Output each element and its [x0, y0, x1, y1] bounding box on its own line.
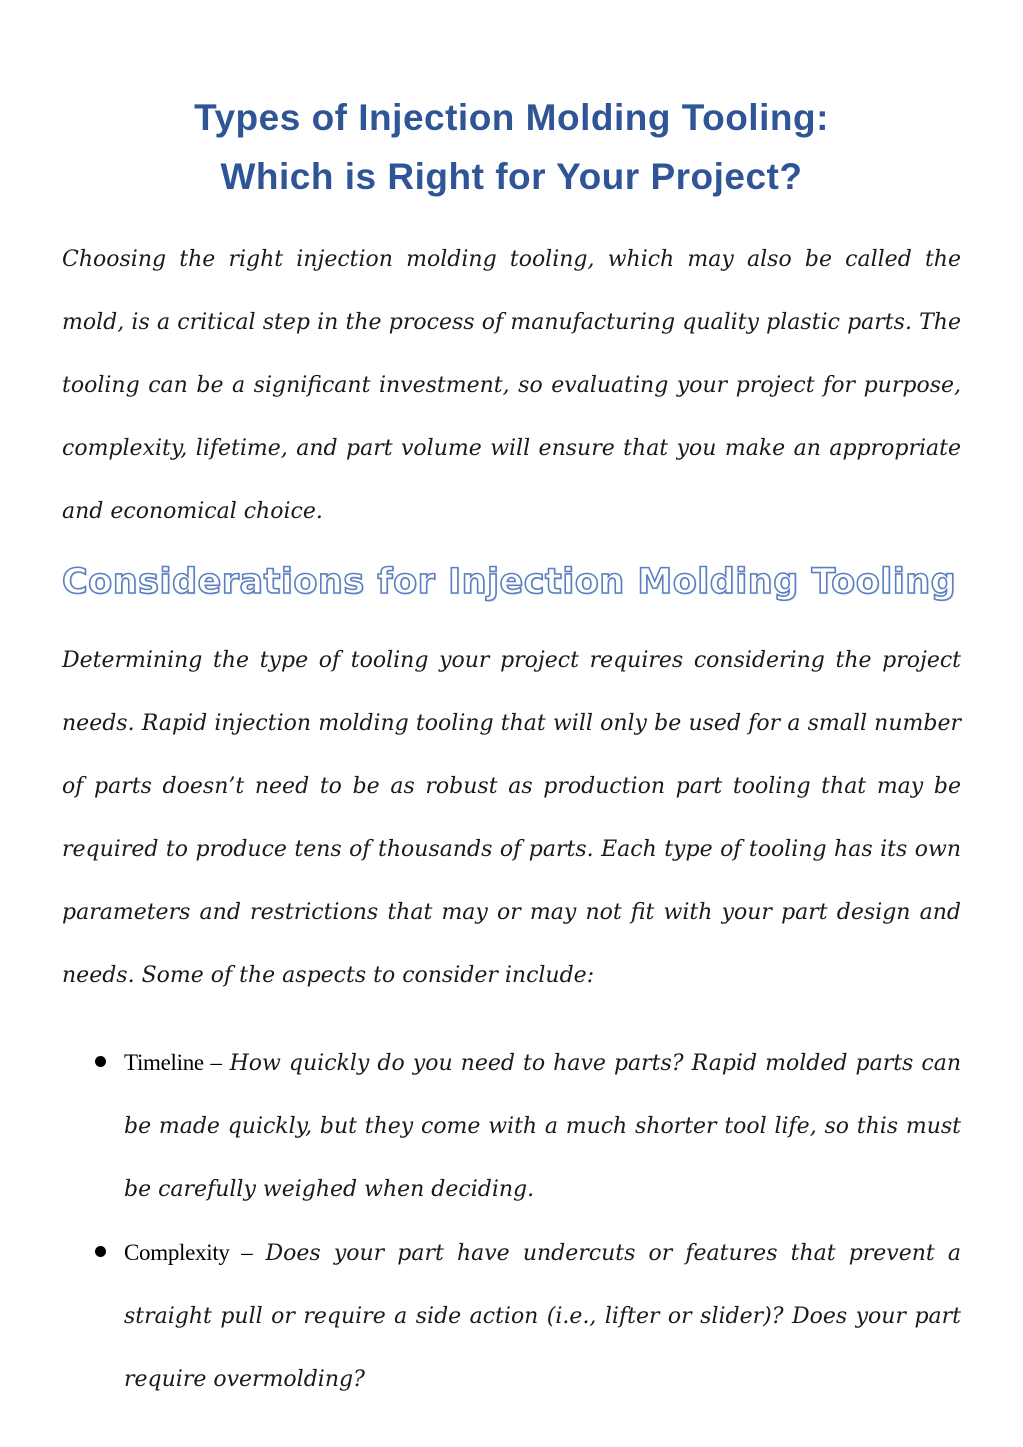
aspect-description: Does your part have undercuts or features that prevent a straight pull or require a side action (i.e., lifter or slider)? Does your part require overmolding? — [124, 1241, 961, 1392]
title-line-1: Types of Injection Molding Tooling: — [194, 97, 829, 138]
bullet-icon — [95, 1246, 106, 1257]
aspect-term: Timeline – — [124, 1050, 222, 1075]
section-paragraph: Determining the type of tooling your project requires considering the project needs. Rapid injection molding tooling that will only be used for a small number of parts doesn’t need to be as robust as production part tooling that may be required to produce tens of thousands of parts. Each type of tooling has its own parameters and restrictions that may or may not fit with your part design and needs. Some of the aspects to consider include: — [62, 648, 961, 988]
list-item-text — [124, 1221, 961, 1411]
document-title — [62, 88, 961, 206]
list-item-text — [124, 1031, 961, 1221]
aspects-list — [62, 1031, 961, 1411]
title-line-2: Which is Right for Your Project? — [220, 156, 803, 197]
section-heading: Considerations for Injection Molding Tooling — [62, 562, 957, 602]
list-item — [62, 1031, 961, 1221]
intro-paragraph: Choosing the right injection molding tooling, which may also be called the mold, is a critical step in the process of manufacturing quality plastic parts. The tooling can be a significant investment, so evaluating your project for purpose, complexity, lifetime, and part volume will ensure that you make an appropriate and economical choice. — [62, 247, 961, 524]
list-item — [62, 1221, 961, 1411]
aspect-description: How quickly do you need to have parts? Rapid molded parts can be made quickly, but they come with a much shorter tool life, so this must be carefully weighed when deciding. — [124, 1051, 962, 1202]
bullet-icon — [95, 1056, 106, 1067]
aspect-term: Complexity – — [124, 1240, 253, 1265]
